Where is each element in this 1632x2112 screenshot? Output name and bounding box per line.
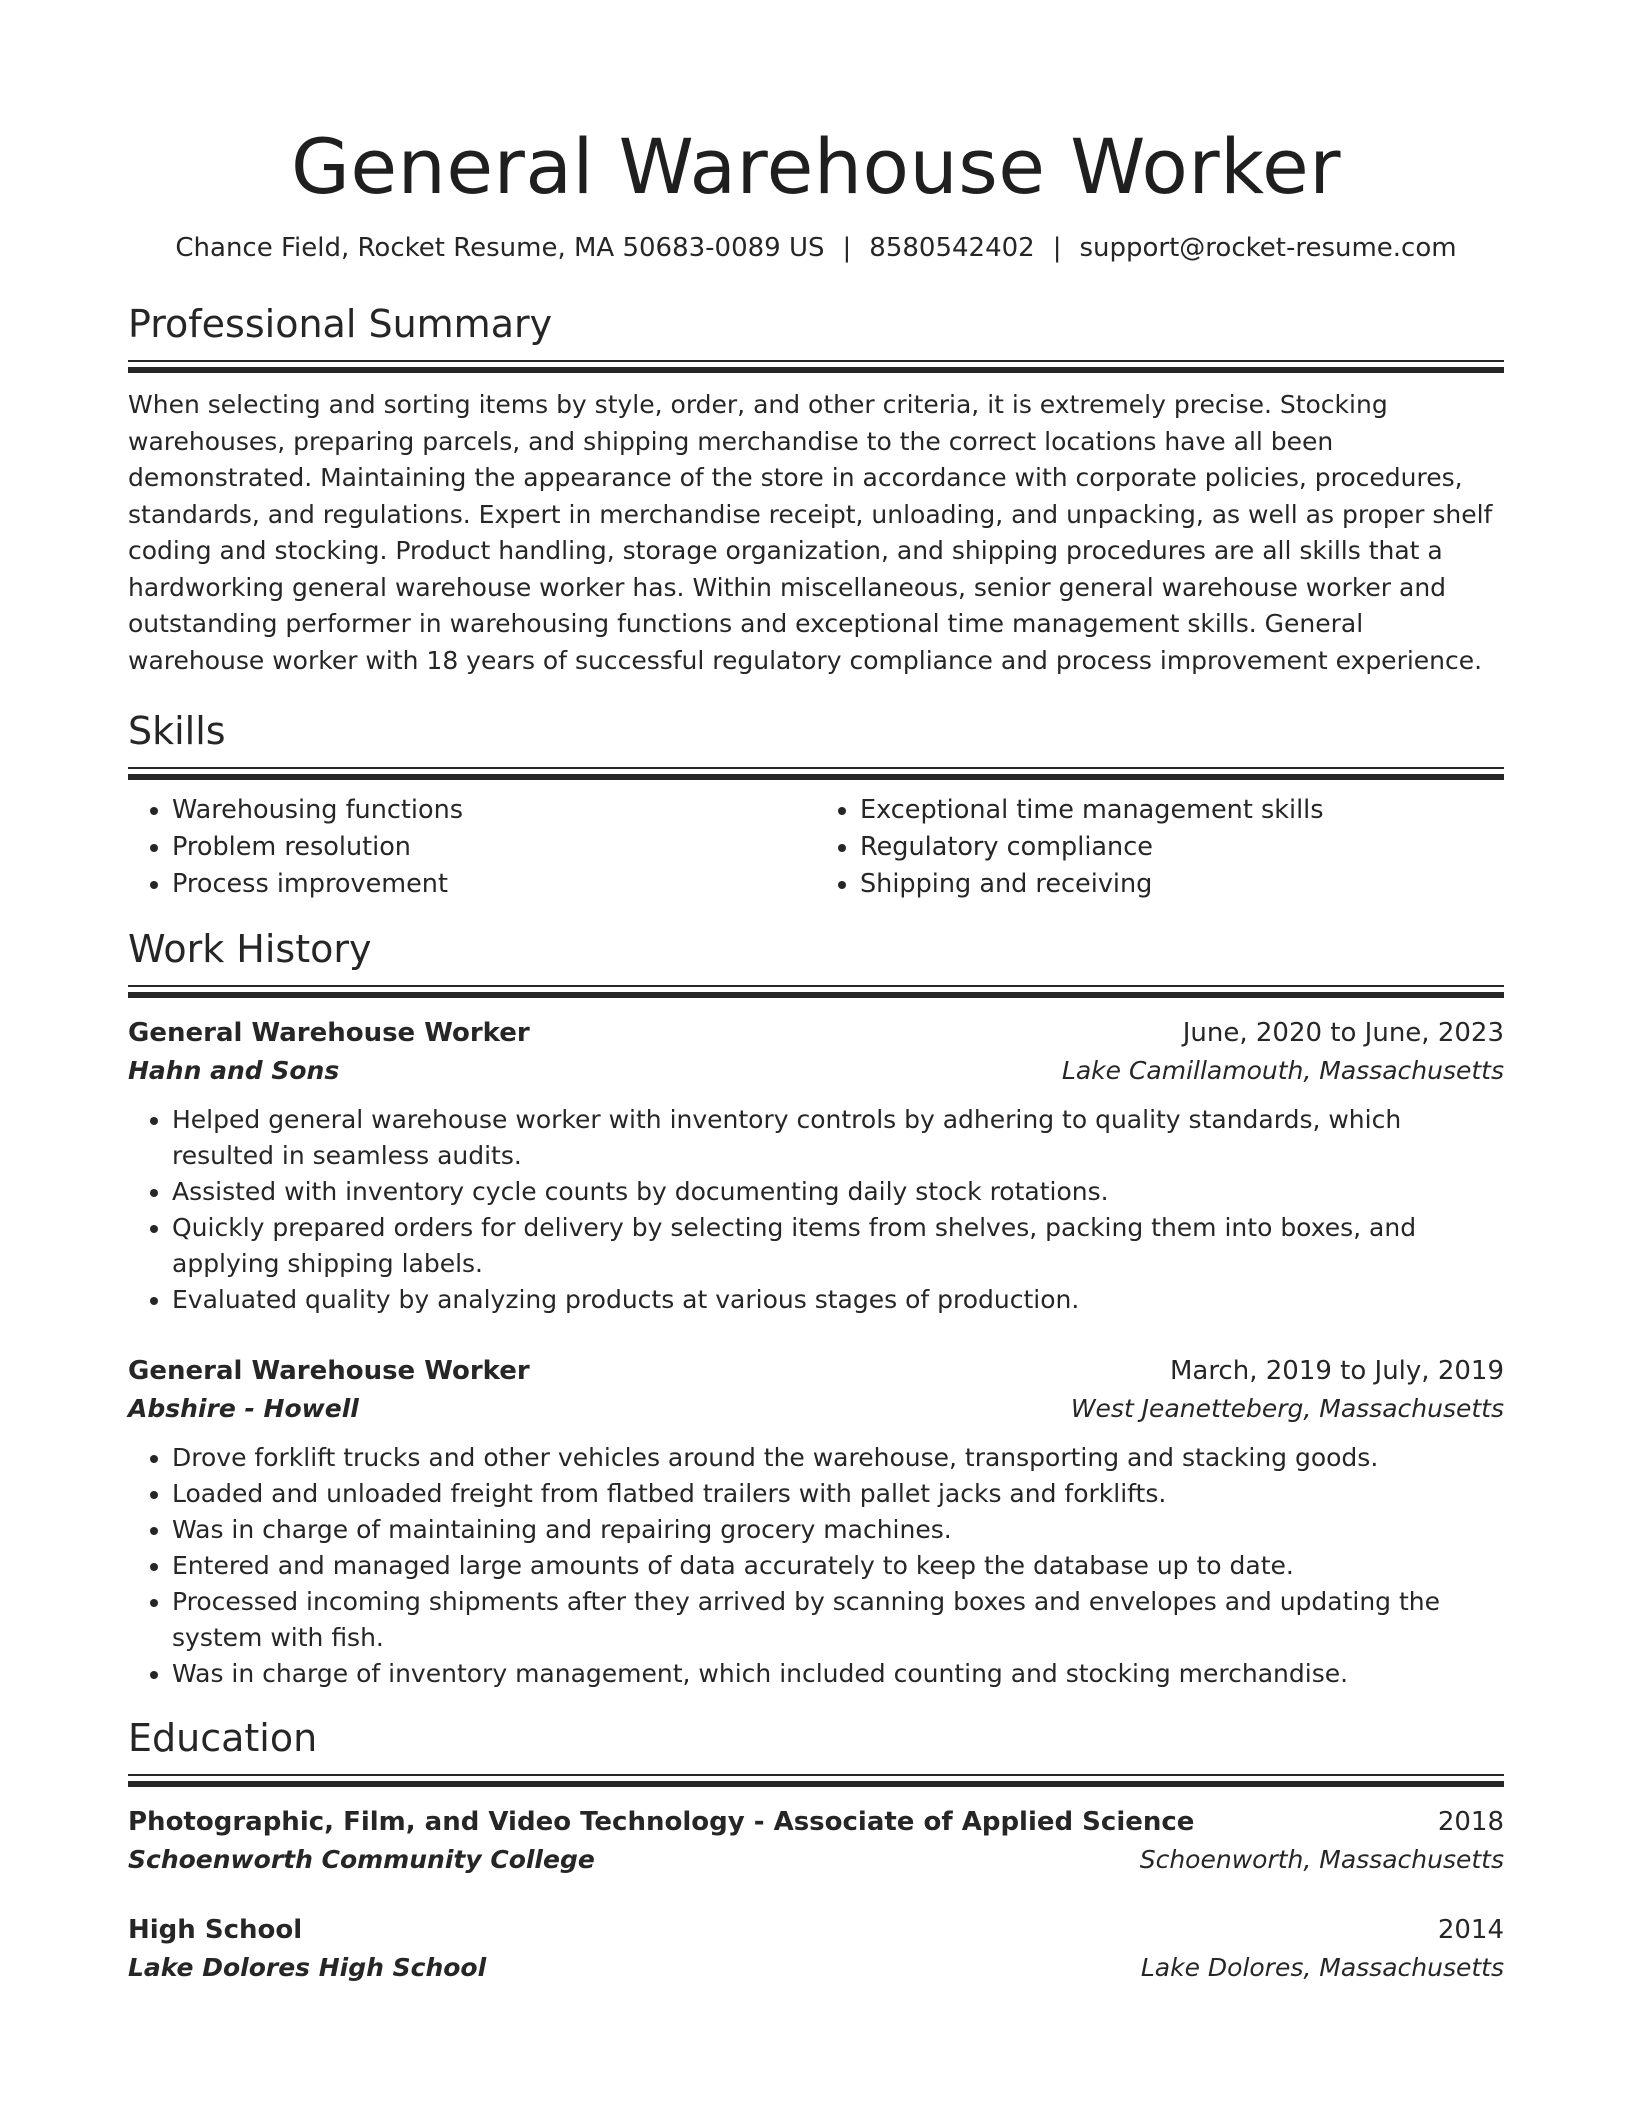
contact-separator: | xyxy=(1052,233,1062,263)
section-title-summary: Professional Summary xyxy=(128,302,553,346)
job-location: Lake Camillamouth, Massachusetts xyxy=(1061,1056,1504,1085)
skill-item: • Exceptional time management skills xyxy=(860,792,1504,829)
job-bullet: • Entered and managed large amounts of data accurately to keep the database up to date. xyxy=(172,1548,1504,1584)
education-location: Schoenworth, Massachusetts xyxy=(1139,1845,1504,1874)
contact-separator: | xyxy=(842,233,852,263)
summary-section xyxy=(128,300,1504,679)
skills-list-left xyxy=(128,792,816,903)
section-title-work: Work History xyxy=(128,927,372,971)
job-bullets xyxy=(128,1102,1504,1318)
skills-columns xyxy=(128,792,1504,903)
job-location: West Jeanetteberg, Massachusetts xyxy=(1070,1394,1504,1423)
skill-item: • Process improvement xyxy=(172,866,816,903)
skill-item: • Problem resolution xyxy=(172,829,816,866)
job-bullet: • Loaded and unloaded freight from flatbed trailers with pallet jacks and forklifts. xyxy=(172,1476,1504,1512)
skill-item: • Regulatory compliance xyxy=(860,829,1504,866)
education-entry xyxy=(128,1803,1504,1879)
education-header-row xyxy=(128,1911,1504,1949)
job-entry xyxy=(128,1014,1504,1318)
job-bullet: • Evaluated quality by analyzing products at various stages of production. xyxy=(172,1282,1504,1318)
job-dates: June, 2020 to June, 2023 xyxy=(1182,1018,1504,1048)
job-bullet: • Processed incoming shipments after they arrived by scanning boxes and envelopes and updating the system with fish. xyxy=(172,1584,1504,1656)
resume-page xyxy=(128,112,1504,1987)
education-entry xyxy=(128,1911,1504,1987)
skills-list-right xyxy=(816,792,1504,903)
section-title-skills: Skills xyxy=(128,709,226,753)
job-title: General Warehouse Worker xyxy=(128,1356,530,1386)
contact-line xyxy=(128,230,1504,266)
job-company: Abshire - Howell xyxy=(128,1394,359,1423)
education-year: 2018 xyxy=(1437,1807,1504,1837)
job-bullets xyxy=(128,1440,1504,1692)
section-divider xyxy=(128,360,1504,371)
candidate-name: General Warehouse Worker xyxy=(291,122,1341,211)
job-bullet: • Drove forklift trucks and other vehicles around the warehouse, transporting and stacking goods. xyxy=(172,1440,1504,1476)
contact-address: Chance Field, Rocket Resume, MA 50683-0089 US xyxy=(175,233,825,263)
education-degree: Photographic, Film, and Video Technology - Associate of Applied Science xyxy=(128,1807,1195,1837)
education-school: Schoenworth Community College xyxy=(128,1845,595,1874)
section-divider xyxy=(128,1774,1504,1785)
section-divider xyxy=(128,985,1504,996)
job-bullet: • Helped general warehouse worker with inventory controls by adhering to quality standards, which resulted in seamless audits. xyxy=(172,1102,1504,1174)
education-school: Lake Dolores High School xyxy=(128,1953,487,1982)
job-bullet: • Was in charge of inventory management, which included counting and stocking merchandise. xyxy=(172,1656,1504,1692)
skill-item: • Shipping and receiving xyxy=(860,866,1504,903)
job-company-row xyxy=(128,1390,1504,1428)
job-company-row xyxy=(128,1052,1504,1090)
section-title-education: Education xyxy=(128,1716,318,1760)
job-header-row xyxy=(128,1352,1504,1390)
contact-email: support@rocket-resume.com xyxy=(1079,233,1457,263)
education-section xyxy=(128,1714,1504,1987)
education-year: 2014 xyxy=(1437,1915,1504,1945)
job-dates: March, 2019 to July, 2019 xyxy=(1169,1356,1504,1386)
job-company: Hahn and Sons xyxy=(128,1056,340,1085)
education-header-row xyxy=(128,1803,1504,1841)
contact-phone: 8580542402 xyxy=(869,233,1035,263)
job-bullet: • Quickly prepared orders for delivery by selecting items from shelves, packing them into boxes, and applying shipping labels. xyxy=(172,1210,1504,1282)
education-degree: High School xyxy=(128,1915,303,1945)
skills-section xyxy=(128,707,1504,903)
education-school-row xyxy=(128,1949,1504,1987)
skill-item: • Warehousing functions xyxy=(172,792,816,829)
job-bullet: • Was in charge of maintaining and repairing grocery machines. xyxy=(172,1512,1504,1548)
summary-text: When selecting and sorting items by style, order, and other criteria, it is extremely precise. Stocking warehouses, preparing parcels, and shipping merchandise to the correct locations have all been demonstrated. Maintaining the appearance of the store in accordance with corporate policies, procedures, standards, and regulations. Expert in merchandise receipt, unloading, and unpacking, as well as proper shelf coding and stocking. Product handling, storage organization, and shipping procedures are all skills that a hardworking general warehouse worker has. Within miscellaneous, senior general warehouse worker and outstanding performer in warehousing functions and exceptional time management skills. General warehouse worker with 18 years of successful regulatory compliance and process improvement experience. xyxy=(128,390,1493,675)
work-history-section xyxy=(128,925,1504,1692)
job-entry xyxy=(128,1352,1504,1692)
job-header-row xyxy=(128,1014,1504,1052)
education-school-row xyxy=(128,1841,1504,1879)
job-bullet: • Assisted with inventory cycle counts by documenting daily stock rotations. xyxy=(172,1174,1504,1210)
section-divider xyxy=(128,767,1504,778)
job-title: General Warehouse Worker xyxy=(128,1018,530,1048)
education-location: Lake Dolores, Massachusetts xyxy=(1140,1953,1504,1982)
